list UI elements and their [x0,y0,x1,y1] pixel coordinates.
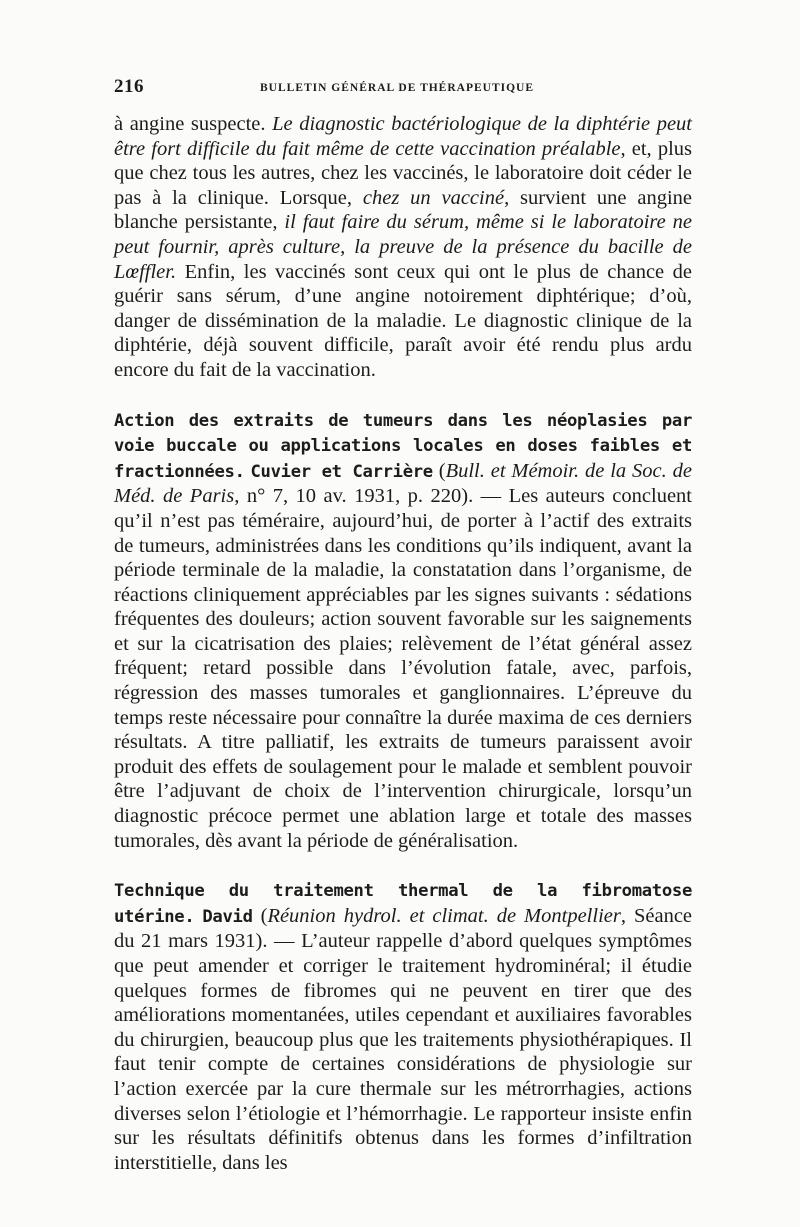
body-text [114,112,692,1175]
intro-text-4: Enfin, les vaccinés sont ceux qui ont le plus de chance de guérir sans sérum, d’une angine notoirement diphtérique; d’où, danger de dissémination de la maladie. Le diagnostic clinique de la diphtérie, déjà souvent difficile, paraît avoir été rendu plus ardu encore du fait de la vaccination. [114,260,692,381]
abstract-authors: Cuvier et Carrière [250,461,433,482]
page-number: 216 [114,76,144,97]
abstract-ref-details: , Séance du 21 mars 1931). [114,904,693,953]
intro-paragraph [114,112,692,383]
intro-italic-2: chez un vacciné [362,186,505,209]
abstract-title: Technique du traitement thermal de la fibromatose utérine. [114,881,692,927]
abstract-ref-details: , n° 7, 10 av. 1931, p. 220). [234,485,474,508]
intro-text-1: à angine suspecte. [114,113,273,135]
abstract-title: Action des extraits de tumeurs dans les néoplasies par voie buccale ou applications locales en doses faibles et fractionnées. [114,410,692,482]
abstract-thermal-fibromatosis [114,878,692,1175]
intro-italic-1: Le diagnostic bactériologique de la diphtérie peut être fort difficile du fait même de cette vaccination préalable [114,113,692,160]
abstract-ref-journal: Bull. et Mémoir. de la Soc. de Méd. de Paris [114,459,692,508]
abstract-tumor-extracts [114,408,692,854]
intro-text-3: , survient une angine blanche persistante, [114,186,692,234]
intro-text-2: , et, plus que chez tous les autres, chez les vaccinés, le laboratoire doit céder le pas à la clinique. Lorsque, [114,137,692,209]
abstract-authors: David [202,906,253,927]
intro-italic-3: il faut faire du sérum, même si le laboratoire ne peut fournir, après culture, la preuve de la présence du bacille de Lœffler. [114,211,692,283]
abstract-ref-journal: Réunion hydrol. et climat. de Montpellier [267,904,621,927]
page-header [114,70,692,100]
abstract-ref-open: ( [260,904,268,927]
abstract-text: — Les auteurs concluent qu’il n’est pas téméraire, aujourd’hui, de porter à l’actif des extraits de tumeurs, administrées dans les conditions qu’ils indiquent, avant la période terminale de la maladie, la constatation dans l’organisme, de réactions cliniquement appréciables par les signes suivants : sédations fréquentes des douleurs; action souvent favorable sur les saignements et sur la cicatrisation des plaies; relèvement de l’état général assez fréquent; retard possible dans l’évolution fatale, avec, parfois, régression des masses tumorales et ganglionnaires. L’épreuve du temps reste nécessaire pour connaître la durée maxima de ces derniers résultats. A titre palliatif, les extraits de tumeurs paraissent avoir produit des effets de soulagement pour le malade et semblent pouvoir être l’adjuvant de choix de l’intervention chirurgicale, lorsqu’un diagnostic précoce permet une ablation large et totale des masses tumorales, dès avant la période de généralisation. [114,485,692,852]
abstract-ref-open: ( [438,459,446,482]
running-title: BULLETIN GÉNÉRAL DE THÉRAPEUTIQUE [260,82,535,94]
abstract-text: — L’auteur rappelle d’abord quelques symptômes que peut amender et corriger le traitement hydrominéral; il étudie quelques formes de fibromes qui ne peuvent en tirer que des améliorations momentanées, utiles cependant et auxiliaires favorables du chirurgien, beaucoup plus que les traitements physiothérapiques. Il faut tenir compte de certaines considérations de physiologie sur l’action exercée par la cure thermale sur les métrorrhagies, actions diverses selon l’étiologie et l’hémorrhagie. Le rapporteur insiste enfin sur les résultats définitifs obtenus dans les formes d’infiltration interstitielle, dans les [114,930,692,1174]
